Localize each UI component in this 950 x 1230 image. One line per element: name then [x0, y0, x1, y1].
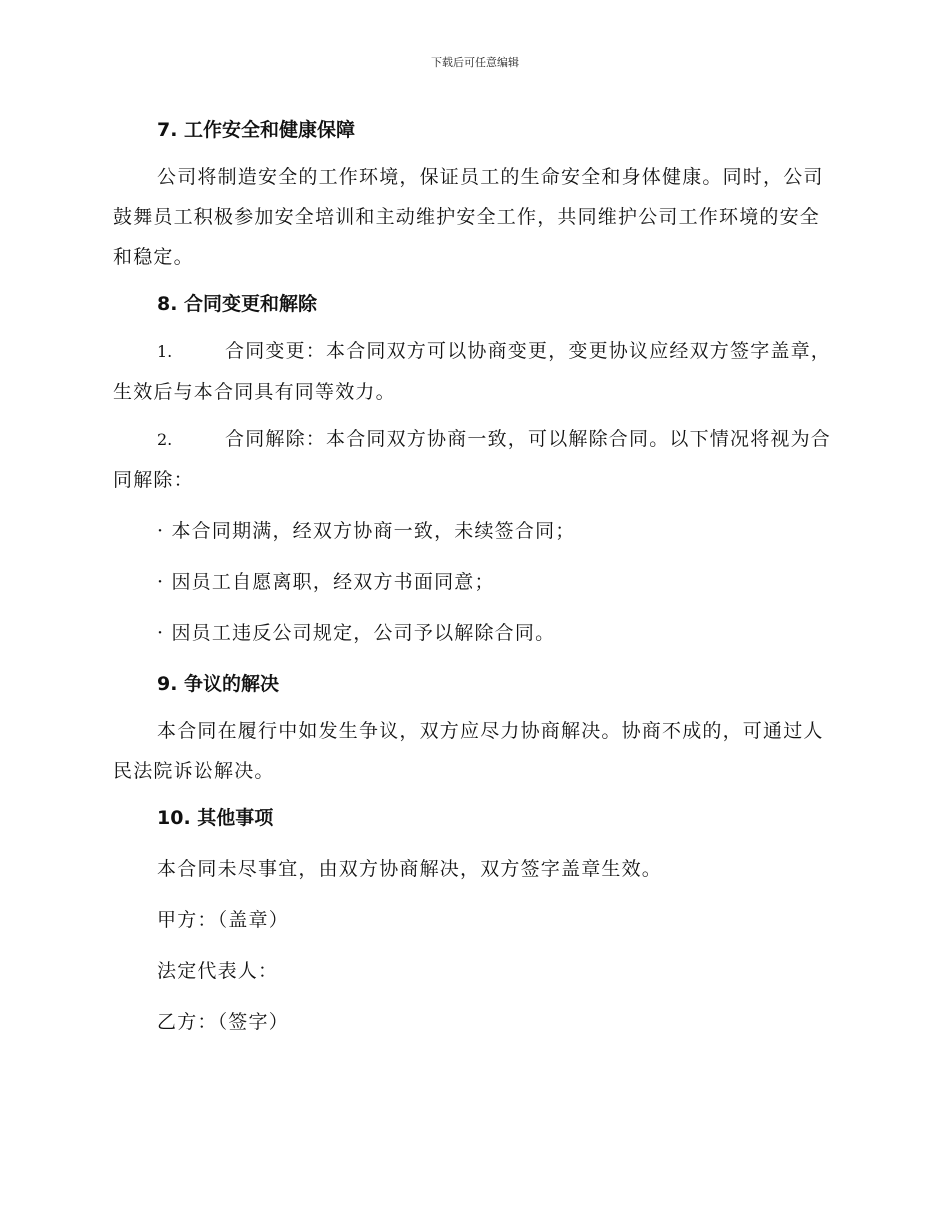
item-text: 合同解除：本合同双方协商一致，可以解除合同。以下情况将视为合同解除： [113, 428, 832, 491]
document-body [113, 110, 833, 1053]
legal-representative: 法定代表人： [157, 960, 279, 982]
item-number: 2. [157, 430, 173, 449]
bullet-item: · 因员工自愿离职，经双方书面同意； [157, 571, 495, 593]
item-text: 合同变更：本合同双方可以协商变更，变更协议应经双方签字盖章，生效后与本合同具有同等效力。 [113, 340, 832, 403]
bullet-item: · 本合同期满，经双方协商一致，未续签合同； [157, 520, 576, 542]
party-a-signature: 甲方：（盖章） [157, 909, 289, 931]
section-8-item-1 [113, 331, 833, 412]
section-7-title: 7. 工作安全和健康保障 [157, 119, 356, 141]
section-9-title: 9. 争议的解决 [157, 673, 280, 695]
section-9-body: 本合同在履行中如发生争议，双方应尽力协商解决。协商不成的，可通过人民法院诉讼解决。 [113, 720, 824, 782]
page-header: 下载后可任意编辑 [431, 56, 519, 69]
section-8-title: 8. 合同变更和解除 [157, 293, 318, 315]
section-10-body: 本合同未尽事宜，由双方协商解决，双方签字盖章生效。 [157, 858, 663, 880]
bullet-item: · 因员工违反公司规定，公司予以解除合同。 [157, 622, 556, 644]
section-10-title: 10. 其他事项 [157, 807, 274, 829]
party-b-signature: 乙方：（签字） [157, 1011, 289, 1033]
section-7-body: 公司将制造安全的工作环境，保证员工的生命安全和身体健康。同时，公司鼓舞员工积极参加安全培训和主动维护安全工作，共同维护公司工作环境的安全和稳定。 [113, 166, 824, 268]
section-8-item-2 [113, 419, 833, 500]
item-number: 1. [157, 342, 173, 361]
